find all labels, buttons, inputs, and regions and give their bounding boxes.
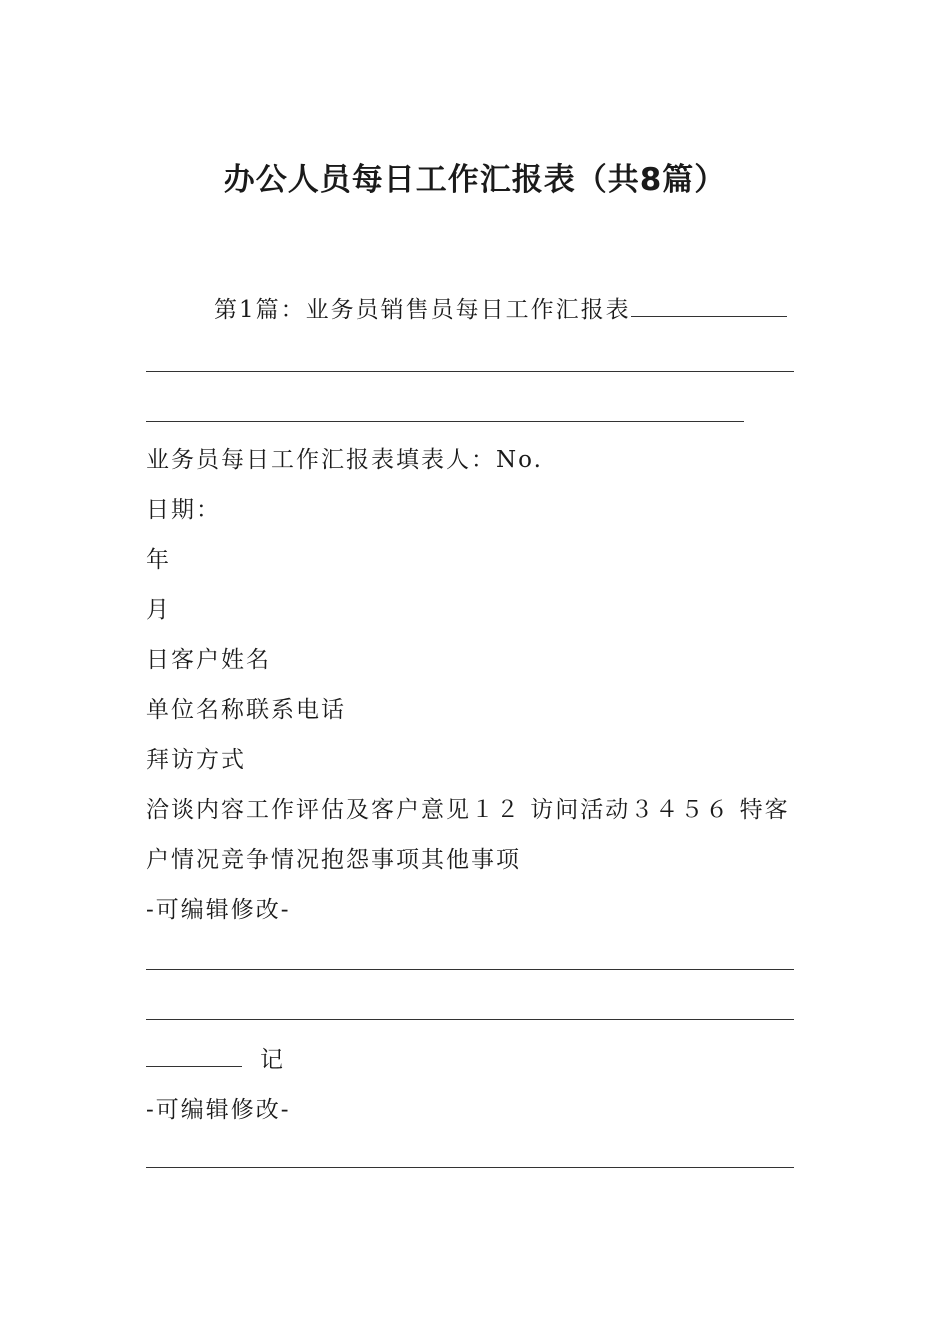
form-line-company-phone: 单位名称联系电话 xyxy=(146,697,346,723)
blank-rule xyxy=(146,421,744,422)
note-row xyxy=(146,1044,285,1076)
form-line-filler: 业务员每日工作汇报表填表人：No. xyxy=(146,447,543,473)
form-line-situation: 户情况竞争情况抱怨事项其他事项 xyxy=(146,847,521,873)
form-line-date: 日期： xyxy=(146,497,221,523)
blank-rule xyxy=(146,1019,794,1020)
editable-note: -可编辑修改- xyxy=(146,897,291,923)
form-line-customer-name: 日客户姓名 xyxy=(146,647,271,673)
form-line-visit-method: 拜访方式 xyxy=(146,747,246,773)
form-line-negotiation: 洽谈内容工作评估及客户意见１２ 访问活动３４５６ 特客 xyxy=(146,797,790,823)
form-line-year: 年 xyxy=(146,547,171,573)
blank-rule xyxy=(146,1167,794,1168)
page-title: 办公人员每日工作汇报表（共8篇） xyxy=(223,162,727,198)
section-heading-row xyxy=(214,294,787,326)
editable-note-footer: -可编辑修改- xyxy=(146,1097,291,1123)
heading-fill-rule xyxy=(631,315,787,317)
section-heading: 第1篇：业务员销售员每日工作汇报表 xyxy=(214,297,631,323)
note-label: 记 xyxy=(260,1047,285,1073)
form-line-month: 月 xyxy=(146,597,171,623)
note-fill-rule xyxy=(146,1065,242,1067)
blank-rule xyxy=(146,371,794,372)
blank-rule xyxy=(146,969,794,970)
